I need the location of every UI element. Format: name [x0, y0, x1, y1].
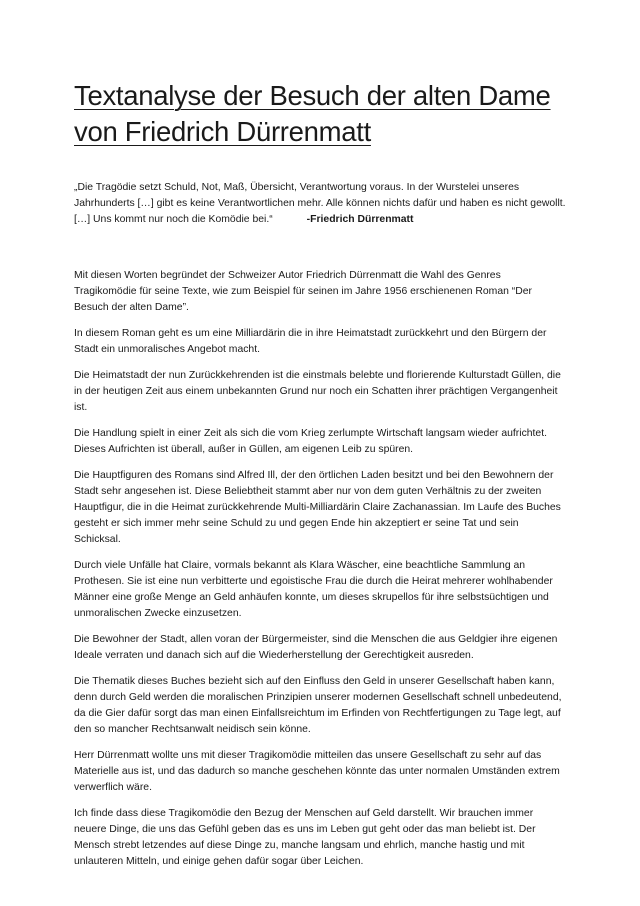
paragraph: In diesem Roman geht es um eine Milliardärin die in ihre Heimatstadt zurückkehrt und den Bürgern der Stadt ein unmoralisches Angebot macht.	[74, 328, 547, 355]
paragraph: Herr Dürrenmatt wollte uns mit dieser Tragikomödie mitteilen das unsere Gesellschaft zu sehr auf das Materielle aus ist, und das dadurch so manche geschehen könnte das unter normalen Umständen extrem verwerflich wäre.	[74, 750, 560, 793]
paragraph: Die Thematik dieses Buches bezieht sich auf den Einfluss den Geld in unserer Gesellschaft haben kann, denn durch Geld werden die moralischen Prinzipien unserer modernen Gesellschaft schnell unbedeutend, da die Gier dafür sorgt das man einen Einfallsreichtum im Erfinden von Rechtfertigungen zu Tage legt, auf den so mancher Rechtsanwalt neidisch sein könne.	[74, 676, 562, 735]
paragraph: Die Hauptfiguren des Romans sind Alfred Ill, der den örtlichen Laden besitzt und bei den Bewohnern der Stadt sehr angesehen ist. Diese Beliebtheit stammt aber nur von dem guten Verhältnis zu der zweiten Hauptfigur, die in die Heimat zurückkehrende Multi-Milliardärin Claire Zachanassian. Im Laufe des Buches gesteht er sich immer mehr seine Schuld zu und gegen Ende hin akzeptiert er seine Tat und sein Schicksal.	[74, 470, 561, 545]
paragraph: Ich finde dass diese Tragikomödie den Bezug der Menschen auf Geld darstellt. Wir brauchen immer neuere Dinge, die uns das Gefühl geben das es uns im Leben gut geht oder das man beliebt ist. Der Mensch strebt letzendes auf diese Dinge zu, manche langsam und ehrlich, manche hastig und mit unlauteren Mitteln, und einige gehen dafür sogar über Leichen.	[74, 808, 536, 867]
page-title	[74, 78, 566, 150]
quote-text: „Die Tragödie setzt Schuld, Not, Maß, Übersicht, Verantwortung voraus. In der Wurstelei unseres Jahrhunderts […] gibt es keine Verantwortlichen mehr. Alle können nichts dafür und haben es nicht gewollt. […] Uns kommt nur noch die Komödie bei.“	[74, 182, 566, 225]
paragraph: Mit diesen Worten begründet der Schweizer Autor Friedrich Dürrenmatt die Wahl des Genres Tragikomödie für seine Texte, wie zum Beispiel für seinen im Jahre 1956 erschienenen Roman “Der Besuch der alten Dame”.	[74, 270, 532, 313]
title-line-1: Textanalyse der Besuch der alten Dame	[74, 80, 551, 111]
paragraph: Die Bewohner der Stadt, allen voran der Bürgermeister, sind die Menschen die aus Geldgier ihre eigenen Ideale verraten und danach sich auf die Wiederherstellung der Gerechtigkeit ausreden.	[74, 634, 558, 661]
paragraph: Durch viele Unfälle hat Claire, vormals bekannt als Klara Wäscher, eine beachtliche Sammlung an Prothesen. Sie ist eine nun verbitterte und egoistische Frau die durch die Heirat mehrerer wohlhabender Männer eine große Menge an Geld anhäufen konnte, um dieses skrupellos für ihre selbstsüchtigen und unmoralischen Zwecke einzusetzen.	[74, 560, 553, 619]
title-line-2: von Friedrich Dürrenmatt	[74, 116, 371, 147]
opening-quote	[74, 180, 566, 228]
paragraph: Die Handlung spielt in einer Zeit als sich die vom Krieg zerlumpte Wirtschaft langsam wieder aufrichtet. Dieses Aufrichten ist überall, außer in Güllen, am eigenen Leib zu spüren.	[74, 428, 547, 455]
paragraph: Die Heimatstadt der nun Zurückkehrenden ist die einstmals belebte und florierende Kulturstadt Güllen, die in der heutigen Zeit aus einem unbekannten Grund nur noch ein Schatten ihrer prächtigen Vergangenheit ist.	[74, 370, 561, 413]
quote-author: -Friedrich Dürrenmatt	[306, 214, 414, 225]
